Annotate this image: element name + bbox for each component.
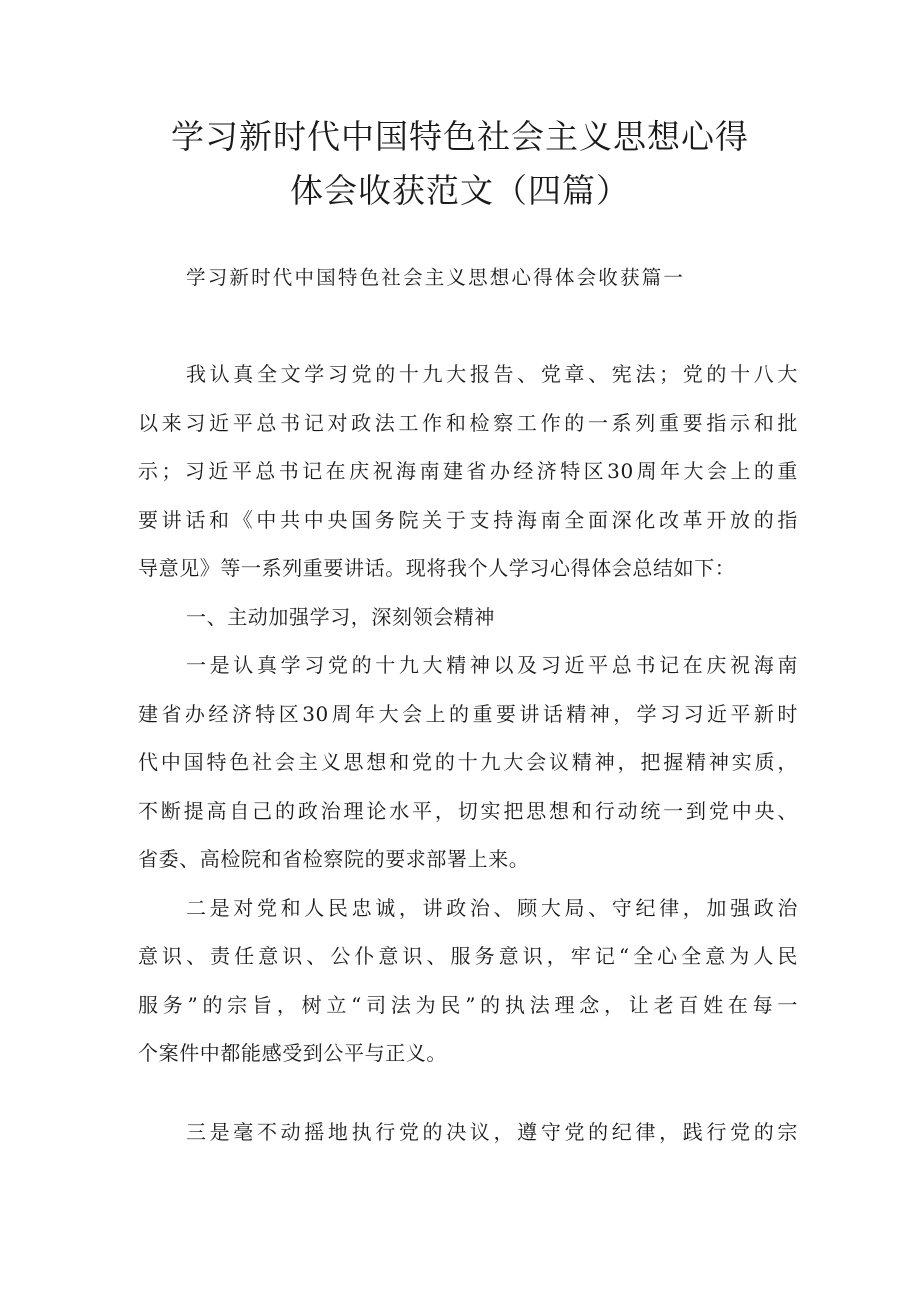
text-line: 代中国特色社会主义思想和党的十九大会议精神，把握精神实质，	[138, 750, 798, 774]
text-line: 个案件中都能感受到公平与正义。	[138, 1041, 447, 1065]
section-heading	[138, 593, 798, 642]
paragraph-point-3	[138, 1108, 798, 1157]
title-line-1: 学习新时代中国特色社会主义思想心得	[171, 117, 749, 156]
paragraph-intro	[138, 350, 798, 593]
text-line: 要讲话和《中共中央国务院关于支持海南全面深化改革开放的指	[138, 507, 798, 532]
text-line: 二是对党和人民忠诚，讲政治、顾大局、守纪律，加强政治	[186, 895, 798, 920]
text-line: 一是认真学习党的十九大精神以及习近平总书记在庆祝海南	[186, 653, 798, 677]
text-line: 不断提高自己的政治理论水平，切实把思想和行动统一到党中央、	[138, 798, 798, 823]
heading-line: 一、主动加强学习，深刻领会精神	[186, 604, 495, 629]
text-line: 以来习近平总书记对政法工作和检察工作的一系列重要指示和批	[138, 410, 798, 435]
section-subtitle: 学习新时代中国特色社会主义思想心得体会收获篇一	[186, 266, 686, 289]
document-title	[120, 110, 800, 218]
text-line: 三是毫不动摇地执行党的决议，遵守党的纪律，践行党的宗	[186, 1119, 798, 1144]
text-line: 省委、高检院和省检察院的要求部署上来。	[138, 847, 530, 871]
text-line: 导意见》等一系列重要讲话。现将我个人学习心得体会总结如下：	[138, 556, 736, 580]
text-line: 示；习近平总书记在庆祝海南建省办经济特区30周年大会上的重	[138, 459, 798, 483]
text-line: 服务”的宗旨，树立“司法为民”的执法理念，让老百姓在每一	[138, 992, 798, 1017]
text-line: 建省办经济特区30周年大会上的重要讲话精神，学习习近平新时	[138, 701, 798, 726]
paragraph-point-2	[138, 884, 798, 1078]
text-line: 意识、责任意识、公仆意识、服务意识，牢记“全心全意为人民	[138, 944, 798, 968]
title-line-2: 体会收获范文（四篇）	[290, 171, 630, 210]
paragraph-gap	[138, 1078, 798, 1108]
document-body	[138, 350, 798, 1156]
paragraph-point-1	[138, 641, 798, 884]
text-line: 我认真全文学习党的十九大报告、党章、宪法；党的十八大	[186, 362, 798, 386]
